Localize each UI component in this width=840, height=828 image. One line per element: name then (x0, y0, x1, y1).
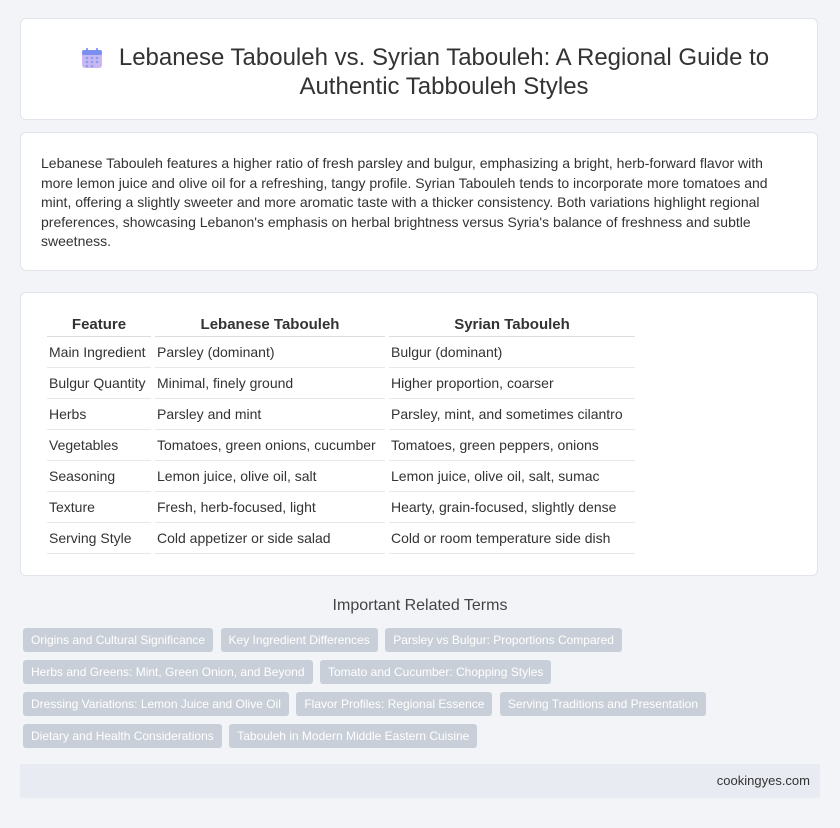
table-row (47, 337, 635, 368)
related-term-tag[interactable]: Tabouleh in Modern Middle Eastern Cuisine (229, 724, 477, 748)
related-term-tag[interactable]: Herbs and Greens: Mint, Green Onion, and Beyond (23, 660, 313, 684)
site-credit[interactable]: cookingyes.com (716, 773, 810, 788)
related-term-tag[interactable]: Dressing Variations: Lemon Juice and Olive Oil (23, 692, 289, 716)
page-title: Lebanese Tabouleh vs. Syrian Tabouleh: A Regional Guide to Authentic Tabbouleh Styles (118, 44, 770, 100)
table-row (47, 368, 635, 399)
feature-cell: Serving Style (47, 523, 151, 554)
intro-card (20, 132, 818, 271)
related-term-tag[interactable]: Parsley vs Bulgur: Proportions Compared (385, 628, 622, 652)
related-terms-heading: Important Related Terms (332, 597, 508, 614)
related-term-tag[interactable]: Serving Traditions and Presentation (500, 692, 706, 716)
syrian-cell: Tomatoes, green peppers, onions (389, 430, 635, 461)
feature-cell: Main Ingredient (47, 337, 151, 368)
intro-paragraph: Lebanese Tabouleh features a higher ratio of fresh parsley and bulgur, emphasizing a bright, herb-forward flavor with more lemon juice and olive oil for a refreshing, tangy profile. Syrian Tabouleh tends to incorporate more tomatoes and mint, offering a slightly sweeter and more aromatic taste with a thicker consistency. Both variations highlight regional preferences, showcasing Lebanon's emphasis on herbal brightness versus Syria's balance of freshness and subtle sweetness. (41, 155, 768, 249)
related-term-tag[interactable]: Dietary and Health Considerations (23, 724, 222, 748)
syrian-cell: Higher proportion, coarser (389, 368, 635, 399)
lebanese-cell: Parsley (dominant) (155, 337, 385, 368)
related-term-tag[interactable]: Flavor Profiles: Regional Essence (296, 692, 492, 716)
lebanese-cell: Cold appetizer or side salad (155, 523, 385, 554)
syrian-cell: Cold or room temperature side dish (389, 523, 635, 554)
feature-cell: Bulgur Quantity (47, 368, 151, 399)
related-term-tag[interactable]: Tomato and Cucumber: Chopping Styles (320, 660, 551, 684)
comparison-table (43, 313, 639, 554)
lebanese-cell: Tomatoes, green onions, cucumber (155, 430, 385, 461)
calendar-icon (81, 47, 103, 69)
header-syrian: Syrian Tabouleh (389, 313, 635, 337)
syrian-cell: Bulgur (dominant) (389, 337, 635, 368)
table-row (47, 523, 635, 554)
title-card (20, 18, 818, 120)
table-row (47, 399, 635, 430)
feature-cell: Vegetables (47, 430, 151, 461)
lebanese-cell: Minimal, finely ground (155, 368, 385, 399)
footer (20, 764, 820, 798)
comparison-card (20, 292, 818, 576)
syrian-cell: Hearty, grain-focused, slightly dense (389, 492, 635, 523)
table-row (47, 492, 635, 523)
table-row (47, 461, 635, 492)
table-header-row (47, 313, 635, 337)
feature-cell: Herbs (47, 399, 151, 430)
related-term-tag[interactable]: Key Ingredient Differences (221, 628, 378, 652)
lebanese-cell: Parsley and mint (155, 399, 385, 430)
syrian-cell: Lemon juice, olive oil, salt, sumac (389, 461, 635, 492)
related-term-tag[interactable]: Origins and Cultural Significance (23, 628, 213, 652)
lebanese-cell: Fresh, herb-focused, light (155, 492, 385, 523)
feature-cell: Seasoning (47, 461, 151, 492)
header-lebanese: Lebanese Tabouleh (155, 313, 385, 337)
lebanese-cell: Lemon juice, olive oil, salt (155, 461, 385, 492)
header-feature: Feature (47, 313, 151, 337)
table-row (47, 430, 635, 461)
syrian-cell: Parsley, mint, and sometimes cilantro (389, 399, 635, 430)
feature-cell: Texture (47, 492, 151, 523)
related-terms-list (23, 628, 823, 756)
